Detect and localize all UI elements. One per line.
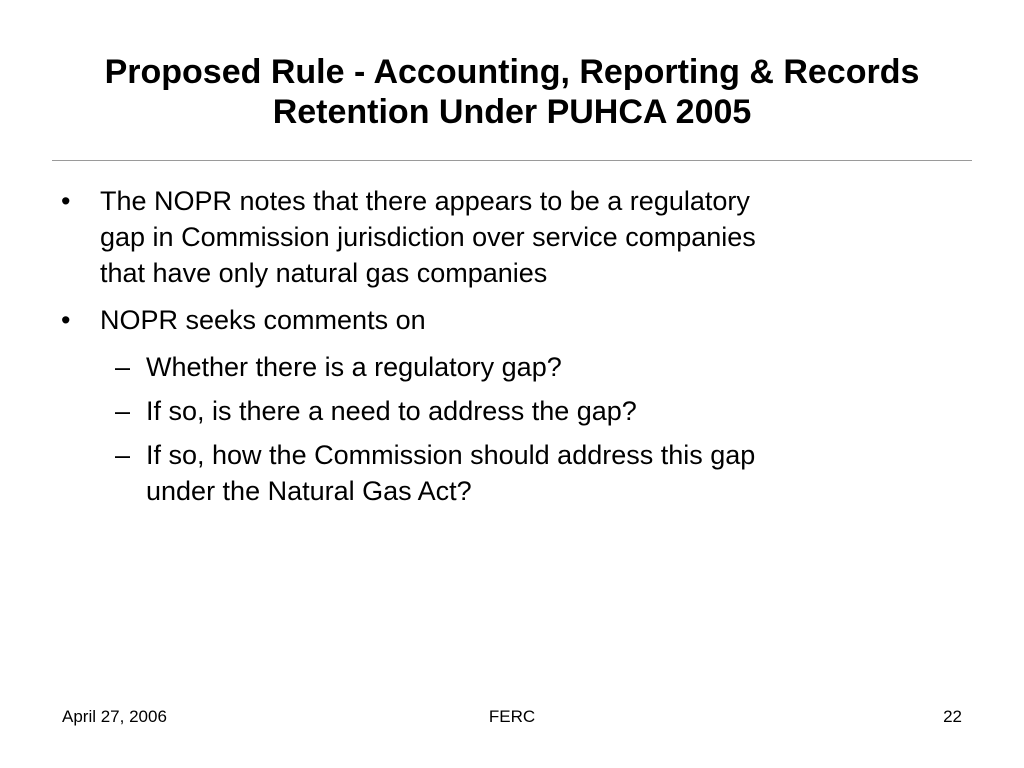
- bullet-text-line: NOPR seeks comments on: [100, 305, 426, 335]
- sub-bullet-marker: –: [115, 352, 131, 382]
- footer-date: April 27, 2006: [62, 707, 167, 726]
- slide-body: [55, 183, 975, 517]
- bullet-text-line: gap in Commission jurisdiction over service companies: [100, 222, 756, 252]
- bullet-marker: •: [61, 186, 71, 216]
- slide-title-line-2: Retention Under PUHCA 2005: [272, 93, 752, 131]
- sub-bullet-item-3: [55, 437, 975, 509]
- bullet-item-2: [55, 302, 975, 338]
- bullet-text-line: that have only natural gas companies: [100, 258, 548, 288]
- sub-bullet-item-2: [55, 393, 975, 429]
- sub-bullet-text-line: If so, how the Commission should address this gap: [146, 440, 756, 470]
- title-divider: [52, 160, 972, 161]
- bullet-marker: •: [61, 305, 71, 335]
- sub-bullet-item-1: [55, 349, 975, 385]
- bullet-item-1: [55, 183, 975, 291]
- sub-bullet-text-line: If so, is there a need to address the gap?: [146, 396, 637, 426]
- bullet-text-line: The NOPR notes that there appears to be a regulatory: [100, 186, 750, 216]
- sub-bullet-text-line: under the Natural Gas Act?: [146, 476, 472, 506]
- sub-bullet-text-line: Whether there is a regulatory gap?: [146, 352, 562, 382]
- footer-organization: FERC: [488, 707, 536, 726]
- sub-bullet-marker: –: [115, 396, 131, 426]
- sub-bullet-marker: –: [115, 440, 131, 470]
- footer-page-number: 22: [943, 707, 962, 726]
- slide-title: [20, 52, 1004, 132]
- slide-title-line-1: Proposed Rule - Accounting, Reporting & Records: [104, 53, 920, 91]
